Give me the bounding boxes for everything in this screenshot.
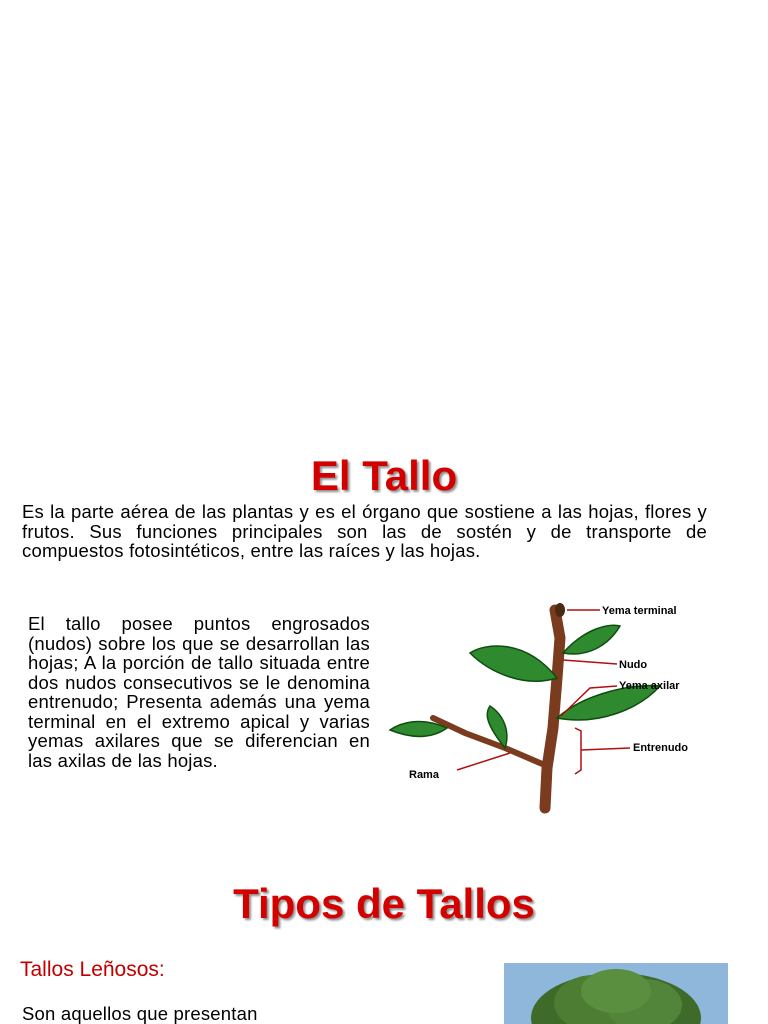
main-stem <box>545 610 560 808</box>
label-entrenudo: Entrenudo <box>633 742 688 754</box>
leaf <box>563 625 620 654</box>
subtitle-tallos-lenosos: Tallos Leñosos: <box>20 958 165 981</box>
leaf <box>470 646 557 681</box>
label-rama: Rama <box>409 769 439 781</box>
stem-diagram <box>385 598 735 818</box>
tree-photo <box>504 963 728 1024</box>
terminal-bud <box>555 603 565 617</box>
section-title-tipos-de-tallos: Tipos de Tallos <box>233 880 535 927</box>
stem-description-paragraph: El tallo posee puntos engrosados (nudos) sobre los que se desarrollan las hojas; A la porción de tallo situada entre dos nudos consecutivos se le denomina entrenudo; Presenta además una yema terminal en el extremo apical y varias yemas axilares que se diferencian en las axilas de las hojas. <box>28 613 370 771</box>
label-yema-axilar: Yema axilar <box>619 680 680 692</box>
section-title-el-tallo: El Tallo <box>310 452 458 499</box>
lenosos-paragraph: Son aquellos que presentan <box>22 1003 258 1024</box>
label-yema-terminal: Yema terminal <box>602 605 677 617</box>
label-nudo: Nudo <box>619 659 648 671</box>
intro-paragraph: Es la parte aérea de las plantas y es el órgano que sostiene a las hojas, flores y frutos. Sus funciones principales son las de sostén y de transporte de compuestos fotosintéticos, entre las raíces y las hojas. <box>22 501 707 561</box>
